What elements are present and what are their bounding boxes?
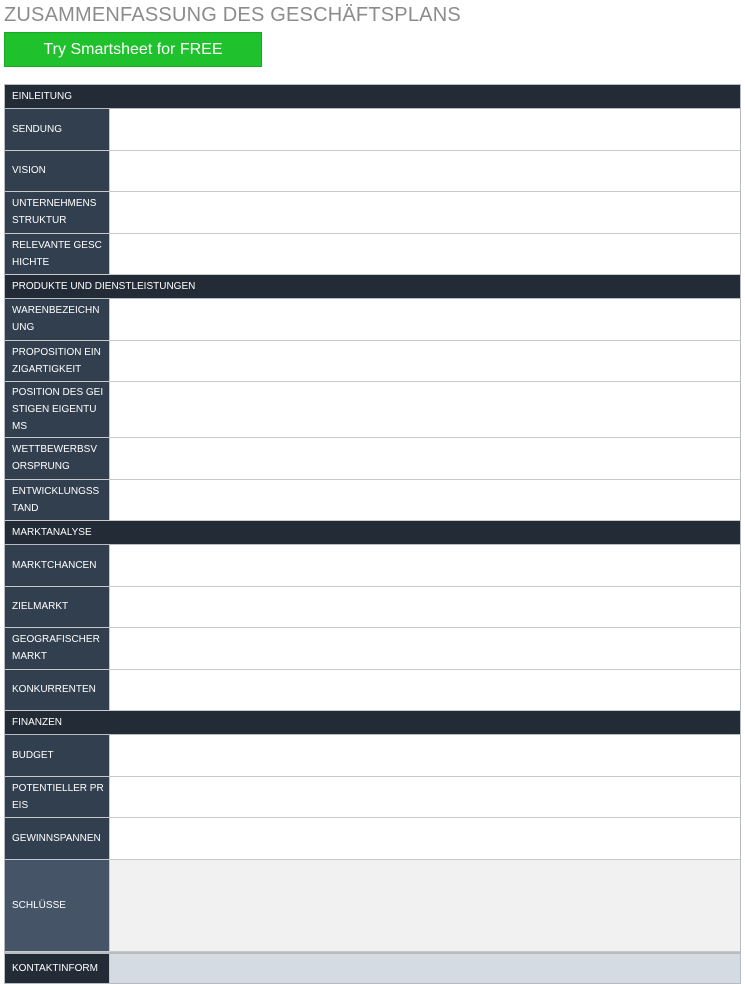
table-row	[5, 382, 740, 438]
row-input-cell[interactable]	[110, 438, 740, 479]
table-row	[5, 818, 740, 860]
row-label: SENDUNG	[5, 109, 110, 150]
table-row	[5, 777, 740, 819]
contact-label: KONTAKTINFORM	[5, 954, 110, 983]
row-input-cell[interactable]	[110, 818, 740, 859]
table-row	[5, 151, 740, 193]
row-label: BUDGET	[5, 735, 110, 776]
section-header-finanzen: FINANZEN	[5, 711, 740, 735]
section-header-einleitung: EINLEITUNG	[5, 85, 740, 109]
try-smartsheet-button[interactable]: Try Smartsheet for FREE	[4, 32, 262, 67]
row-input-cell[interactable]	[110, 628, 740, 669]
table-row	[5, 480, 740, 522]
row-label: WARENBEZEICHNUNG	[5, 299, 110, 340]
row-label: WETTBEWERBSVORSPRUNG	[5, 438, 110, 479]
row-input-cell[interactable]	[110, 192, 740, 233]
table-row	[5, 109, 740, 151]
conclusion-row	[5, 860, 740, 952]
row-input-cell[interactable]	[110, 382, 740, 437]
table-row	[5, 587, 740, 629]
table-row	[5, 735, 740, 777]
table-row	[5, 628, 740, 670]
row-label: MARKTCHANCEN	[5, 545, 110, 586]
row-input-cell[interactable]	[110, 670, 740, 711]
section-header-produkte: PRODUKTE UND DIENSTLEISTUNGEN	[5, 275, 740, 299]
conclusion-input-cell[interactable]	[110, 860, 740, 951]
table-row	[5, 670, 740, 712]
row-input-cell[interactable]	[110, 545, 740, 586]
row-input-cell[interactable]	[110, 151, 740, 192]
row-input-cell[interactable]	[110, 777, 740, 818]
row-label: POTENTIELLER PREIS	[5, 777, 110, 818]
row-label: VISION	[5, 151, 110, 192]
table-row	[5, 192, 740, 234]
section-header-marktanalyse: MARKTANALYSE	[5, 521, 740, 545]
row-label: RELEVANTE GESCHICHTE	[5, 234, 110, 275]
row-input-cell[interactable]	[110, 587, 740, 628]
row-input-cell[interactable]	[110, 480, 740, 521]
row-label: GEWINNSPANNEN	[5, 818, 110, 859]
contact-row	[5, 952, 740, 983]
contact-input-cell[interactable]	[110, 954, 740, 983]
page-title: ZUSAMMENFASSUNG DES GESCHÄFTSPLANS	[4, 4, 461, 26]
row-input-cell[interactable]	[110, 341, 740, 382]
table-row	[5, 438, 740, 480]
row-label: PROPOSITION EINZIGARTIGKEIT	[5, 341, 110, 382]
business-plan-table	[4, 84, 741, 984]
table-row	[5, 234, 740, 276]
row-input-cell[interactable]	[110, 735, 740, 776]
row-label: GEOGRAFISCHER MARKT	[5, 628, 110, 669]
row-label: UNTERNEHMENS STRUKTUR	[5, 192, 110, 233]
table-row	[5, 299, 740, 341]
row-input-cell[interactable]	[110, 234, 740, 275]
row-label: ENTWICKLUNGSSTAND	[5, 480, 110, 521]
row-label: KONKURRENTEN	[5, 670, 110, 711]
table-row	[5, 545, 740, 587]
row-label: ZIELMARKT	[5, 587, 110, 628]
row-label: POSITION DES GEISTIGEN EIGENTUMS	[5, 382, 110, 437]
row-input-cell[interactable]	[110, 109, 740, 150]
conclusion-label: SCHLÜSSE	[5, 860, 110, 951]
row-input-cell[interactable]	[110, 299, 740, 340]
table-row	[5, 341, 740, 383]
